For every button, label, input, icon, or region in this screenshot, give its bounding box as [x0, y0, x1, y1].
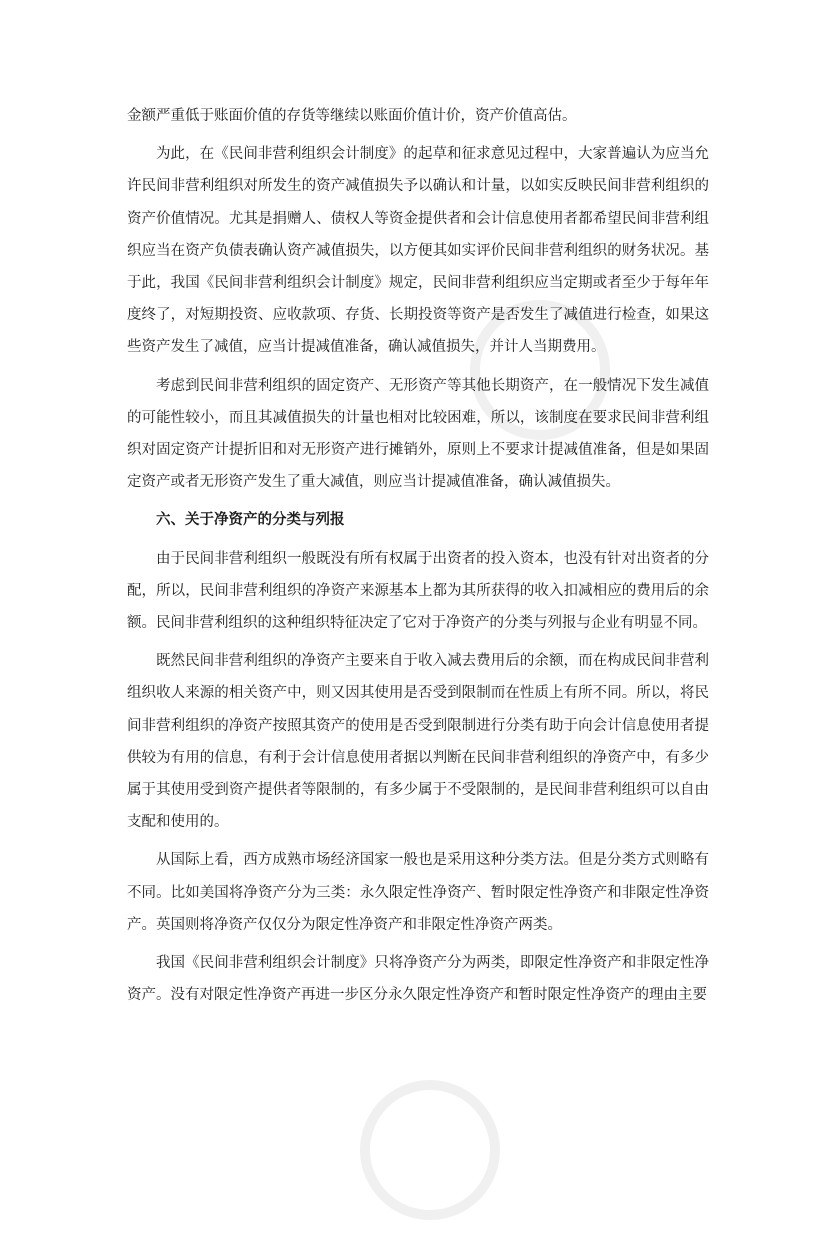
document-body: [127, 100, 709, 1017]
paragraph: 金额严重低于账面价值的存货等继续以账面价值计价，资产价值高估。: [127, 108, 577, 124]
section-heading: 六、关于净资产的分类与列报: [156, 512, 345, 529]
paragraph: 考虑到民间非营利组织的固定资产、无形资产等其他长期资产，在一般情况下发生减值的可能性较小，而且其减值损失的计量也相对比较困难，所以，该制度在要求民间非营利组织对固定资产计提折旧和对无形资产进行摊销外，原则上不要求计提减值准备，但是如果固定资产或者无形资产发生了重大减值，则应当计提减值准备，确认减值损失。: [127, 377, 709, 491]
paragraph: 既然民间非营利组织的净资产主要来自于收入减去费用后的余额，而在构成民间非营利组织收人来源的相关资产中，则又因其使用是否受到限制而在性质上有所不同。所以，将民间非营利组织的净资产按照其资产的使用是否受到限制进行分类有助于向会计信息使用者提供较为有用的信息，有利于会计信息使用者据以判断在民间非营利组织的净资产中，有多少属于其使用受到资产提供者等限制的，有多少属于不受限制的，是民间非营利组织可以自由支配和使用的。: [127, 653, 709, 831]
paragraph: 从国际上看，西方成熟市场经济国家一般也是采用这种分类方法。但是分类方式则略有不同。比如美国将净资产分为三类：永久限定性净资产、暂时限定性净资产和非限定性净资产。英国则将净资产仅仅分为限定性净资产和非限定性净资产两类。: [127, 852, 709, 933]
watermark-stamp-icon: [333, 1053, 528, 1248]
paragraph: 为此，在《民间非营利组织会计制度》的起草和征求意见过程中，大家普遍认为应当允许民间非营利组织对所发生的资产减值损失予以确认和计量，以如实反映民间非营利组织的资产价值情况。尤其是捐赠人、债权人等资金提供者和会计信息使用者都希望民间非营利组织应当在资产负债表确认资产减值损失，以方便其如实评价民间非营利组织的财务状况。基于此，我国《民间非营利组织会计制度》规定，民间非营利组织应当定期或者至少于每年年度终了，对短期投资、应收款项、存货、长期投资等资产是否发生了减值进行检查，如果这些资产发生了减值，应当计提减值准备，确认减值损失，并计人当期费用。: [127, 146, 709, 356]
paragraph: 由于民间非营利组织一般既没有所有权属于出资者的投入资本，也没有针对出资者的分配，所以，民间非营利组织的净资产来源基本上都为其所获得的收入扣减相应的费用后的余额。民间非营利组织的这种组织特征决定了它对于净资产的分类与列报与企业有明显不同。: [127, 550, 709, 632]
paragraph: 我国《民间非营利组织会计制度》只将净资产分为两类，即限定性净资产和非限定性净资产。没有对限定性净资产再进一步区分永久限定性净资产和暂时限定性净资产的理由主要: [127, 955, 709, 1004]
